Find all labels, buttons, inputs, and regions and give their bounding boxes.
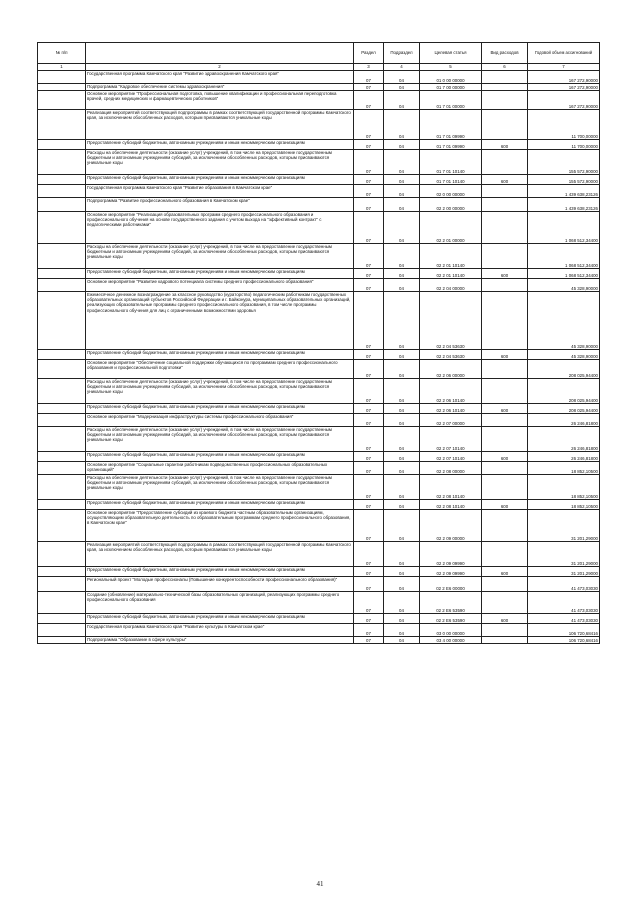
row-amount: 31 201,29000 — [528, 542, 600, 567]
row-podrazdel: 04 — [384, 624, 420, 637]
row-amount: 26 246,81800 — [528, 452, 600, 462]
row-amount: 106 720,68416 — [528, 624, 600, 637]
row-podrazdel: 04 — [384, 84, 420, 91]
row-num — [38, 624, 86, 637]
row-name: Предоставление субсидий бюджетным, автономным учреждениям и иным некоммерческим организациям — [86, 500, 354, 510]
row-vr — [482, 379, 528, 404]
row-amount: 11 700,00000 — [528, 140, 600, 150]
row-razdel: 07 — [354, 462, 384, 475]
row-podrazdel: 04 — [384, 292, 420, 350]
row-amount: 18 852,10500 — [528, 462, 600, 475]
row-podrazdel: 04 — [384, 592, 420, 614]
row-csr: 03 0 00 00000 — [420, 624, 482, 637]
table-row — [38, 452, 600, 462]
table-row — [38, 475, 600, 500]
table-row — [38, 292, 600, 350]
row-name: Предоставление субсидий бюджетным, автономным учреждениям и иным некоммерческим организациям — [86, 350, 354, 360]
row-razdel: 07 — [354, 360, 384, 379]
row-num — [38, 71, 86, 84]
row-csr: 02 2 01 00000 — [420, 212, 482, 244]
row-name: Реализация мероприятий соответствующей подпрограммы в рамках соответствующей государственной программы Камчатского края, за исключением обособленных расходов, которым присваиваются уникальные коды — [86, 110, 354, 140]
row-amount: 41 473,03030 — [528, 577, 600, 592]
col-number: 7 — [528, 64, 600, 71]
row-vr: 600 — [482, 567, 528, 577]
row-name: Расходы на обеспечение деятельности (оказание услуг) учреждений, в том числе на предоставление государственным бюджетным и автономным учреждениям субсидий, за исключением обособленных расходов, которым присваиваются уникальные коды — [86, 475, 354, 500]
row-podrazdel: 04 — [384, 212, 420, 244]
row-name: Расходы на обеспечение деятельности (оказание услуг) учреждений, в том числе на предоставление государственным бюджетным и автономным учреждениям субсидий, за исключением обособленных расходов, которым присваиваются уникальные коды — [86, 244, 354, 269]
col-number: 6 — [482, 64, 528, 71]
row-podrazdel: 04 — [384, 542, 420, 567]
row-podrazdel: 04 — [384, 244, 420, 269]
row-amount: 1 068 512,34400 — [528, 244, 600, 269]
col-number: 1 — [38, 64, 86, 71]
row-podrazdel: 04 — [384, 140, 420, 150]
row-razdel: 07 — [354, 175, 384, 185]
row-vr — [482, 462, 528, 475]
row-razdel: 07 — [354, 624, 384, 637]
row-podrazdel: 04 — [384, 614, 420, 624]
row-num — [38, 637, 86, 644]
row-razdel: 07 — [354, 577, 384, 592]
column-number-row — [38, 64, 600, 71]
row-razdel: 07 — [354, 185, 384, 198]
row-amount: 45 328,90000 — [528, 292, 600, 350]
row-num — [38, 350, 86, 360]
row-vr — [482, 542, 528, 567]
row-name: Предоставление субсидий бюджетным, автономным учреждениям и иным некоммерческим организациям — [86, 269, 354, 279]
row-vr — [482, 292, 528, 350]
page-number: 41 — [316, 880, 324, 888]
row-podrazdel: 04 — [384, 637, 420, 644]
row-name: Основное мероприятие "Предоставление субсидий из краевого бюджета частным образовательным организациям, осуществляющим образовательную деятельность по образовательным программам среднего профессионального образования, в Камчатском крае" — [86, 510, 354, 542]
row-csr: 02 2 07 10140 — [420, 452, 482, 462]
table-row — [38, 414, 600, 427]
row-podrazdel: 04 — [384, 71, 420, 84]
row-amount: 167 272,90000 — [528, 84, 600, 91]
row-razdel: 07 — [354, 404, 384, 414]
table-row — [38, 404, 600, 414]
header-amount: Годовой объем ассигнований — [528, 43, 600, 64]
row-razdel: 07 — [354, 614, 384, 624]
row-vr — [482, 414, 528, 427]
row-name: Подпрограмма "Образование в сфере культуры" — [86, 637, 354, 644]
row-razdel: 07 — [354, 510, 384, 542]
row-csr: 02 2 09 09990 — [420, 567, 482, 577]
row-name: Основное мероприятие "Модернизация инфраструктуры системы профессионального образования" — [86, 414, 354, 427]
row-num — [38, 475, 86, 500]
row-razdel: 07 — [354, 292, 384, 350]
row-name: Ежемесячное денежное вознаграждение за классное руководство (кураторство) педагогическим работникам государственных образовательных организаций субъектов Российской Федерации и г. Байконура, муниципальных образовательных организаций, реализующих образовательные программы среднего профессионального образования, в том числе программы профессионального обучения для лиц с ограниченными возможностями здоровья — [86, 292, 354, 350]
row-name: Предоставление субсидий бюджетным, автономным учреждениям и иным некоммерческим организациям — [86, 567, 354, 577]
row-csr: 01 7 01 10140 — [420, 150, 482, 175]
table-row — [38, 637, 600, 644]
row-podrazdel: 04 — [384, 577, 420, 592]
row-podrazdel: 04 — [384, 567, 420, 577]
row-csr: 02 0 00 00000 — [420, 185, 482, 198]
row-num — [38, 500, 86, 510]
table-row — [38, 624, 600, 637]
table-row — [38, 140, 600, 150]
header-csr: Целевая статья — [420, 43, 482, 64]
table-header — [38, 43, 600, 71]
row-podrazdel: 04 — [384, 500, 420, 510]
row-podrazdel: 04 — [384, 404, 420, 414]
row-razdel: 07 — [354, 110, 384, 140]
header-row — [38, 43, 600, 64]
row-vr — [482, 212, 528, 244]
row-num — [38, 175, 86, 185]
row-podrazdel: 04 — [384, 110, 420, 140]
row-name: Государственная программа Камчатского края "Развитие культуры в Камчатском крае" — [86, 624, 354, 637]
row-vr — [482, 91, 528, 110]
row-name: Расходы на обеспечение деятельности (оказание услуг) учреждений, в том числе на предоставление государственным бюджетным и автономным учреждениям субсидий, за исключением обособленных расходов, которым присваиваются уникальные коды — [86, 150, 354, 175]
row-num — [38, 592, 86, 614]
row-csr: 02 2 08 00000 — [420, 462, 482, 475]
row-csr: 01 0 00 00000 — [420, 71, 482, 84]
row-name: Расходы на обеспечение деятельности (оказание услуг) учреждений, в том числе на предоставление государственным бюджетным и автономным учреждениям субсидий, за исключением обособленных расходов, которым присваиваются уникальные коды — [86, 427, 354, 452]
table-row — [38, 577, 600, 592]
table-row — [38, 542, 600, 567]
row-num — [38, 84, 86, 91]
row-csr: 01 7 01 10140 — [420, 175, 482, 185]
row-csr: 01 7 01 09990 — [420, 110, 482, 140]
row-razdel: 07 — [354, 91, 384, 110]
row-name: Основное мероприятие "Профессиональная подготовка, повышение квалификации и профессиональная переподготовка врачей, средних медицинских и фармацевтических работников" — [86, 91, 354, 110]
row-name: Предоставление субсидий бюджетным, автономным учреждениям и иным некоммерческим организациям — [86, 404, 354, 414]
row-name: Основное мероприятие "Реализация образовательных программ среднего профессионального образования и профессионального обучения на основе государственного задания с учетом выхода на "эффективный контракт" с педагогическими работниками" — [86, 212, 354, 244]
budget-table — [37, 42, 600, 644]
row-amount: 1 068 512,34400 — [528, 212, 600, 244]
table-row — [38, 567, 600, 577]
row-amount: 11 700,00000 — [528, 110, 600, 140]
row-podrazdel: 04 — [384, 279, 420, 292]
row-podrazdel: 04 — [384, 198, 420, 212]
row-vr: 600 — [482, 404, 528, 414]
row-csr: 02 2 06 00000 — [420, 360, 482, 379]
row-amount: 208 025,94400 — [528, 360, 600, 379]
table-row — [38, 150, 600, 175]
row-amount: 208 025,94400 — [528, 379, 600, 404]
row-razdel: 07 — [354, 542, 384, 567]
row-amount: 18 852,10500 — [528, 500, 600, 510]
row-vr — [482, 110, 528, 140]
row-razdel: 07 — [354, 379, 384, 404]
row-csr: 02 2 04 53630 — [420, 350, 482, 360]
row-csr: 01 7 00 00000 — [420, 84, 482, 91]
row-num — [38, 427, 86, 452]
row-csr: 02 2 04 00000 — [420, 279, 482, 292]
table-row — [38, 379, 600, 404]
table-row — [38, 427, 600, 452]
row-name: Создание (обновление) материально-технической базы образовательных организаций, реализующих программы среднего профессионального образования — [86, 592, 354, 614]
row-name: Предоставление субсидий бюджетным, автономным учреждениям и иным некоммерческим организациям — [86, 140, 354, 150]
row-name: Предоставление субсидий бюджетным, автономным учреждениям и иным некоммерческим организациям — [86, 175, 354, 185]
row-num — [38, 279, 86, 292]
row-csr: 02 2 E6 00000 — [420, 577, 482, 592]
row-razdel: 07 — [354, 84, 384, 91]
row-num — [38, 110, 86, 140]
row-name: Государственная программа Камчатского края "Развитие здравоохранения Камчатского края" — [86, 71, 354, 84]
row-vr: 600 — [482, 614, 528, 624]
col-number: 3 — [354, 64, 384, 71]
row-razdel: 07 — [354, 452, 384, 462]
row-vr — [482, 637, 528, 644]
row-name: Подпрограмма "Развитие профессионального образования в Камчатском крае" — [86, 198, 354, 212]
row-razdel: 07 — [354, 279, 384, 292]
row-num — [38, 614, 86, 624]
row-amount: 167 272,90000 — [528, 91, 600, 110]
row-num — [38, 244, 86, 269]
table-row — [38, 510, 600, 542]
row-csr: 02 2 06 10140 — [420, 379, 482, 404]
row-num — [38, 292, 86, 350]
row-vr — [482, 71, 528, 84]
row-amount: 1 439 638,23126 — [528, 198, 600, 212]
table-row — [38, 91, 600, 110]
row-amount: 1 439 638,23126 — [528, 185, 600, 198]
row-amount: 1 068 512,34400 — [528, 269, 600, 279]
row-vr — [482, 150, 528, 175]
row-num — [38, 452, 86, 462]
row-name: Основное мероприятие "Развитие кадрового потенциала системы среднего профессионального образования" — [86, 279, 354, 292]
row-csr: 02 2 E6 53590 — [420, 614, 482, 624]
row-name: Расходы на обеспечение деятельности (оказание услуг) учреждений, в том числе на предоставление государственным бюджетным и автономным учреждениям субсидий, за исключением обособленных расходов, которым присваиваются уникальные коды — [86, 379, 354, 404]
row-amount: 41 473,03030 — [528, 592, 600, 614]
row-podrazdel: 04 — [384, 414, 420, 427]
row-razdel: 07 — [354, 637, 384, 644]
table-body — [38, 71, 600, 644]
row-razdel: 07 — [354, 212, 384, 244]
row-vr — [482, 244, 528, 269]
row-podrazdel: 04 — [384, 185, 420, 198]
table-row — [38, 175, 600, 185]
col-number: 4 — [384, 64, 420, 71]
row-name: Предоставление субсидий бюджетным, автономным учреждениям и иным некоммерческим организациям — [86, 452, 354, 462]
row-vr: 600 — [482, 350, 528, 360]
row-csr: 01 7 01 09990 — [420, 140, 482, 150]
row-name: Региональный проект "Молодые профессионалы (Повышение конкурентоспособности профессионального образования)" — [86, 577, 354, 592]
row-vr — [482, 279, 528, 292]
row-razdel: 07 — [354, 567, 384, 577]
row-vr — [482, 360, 528, 379]
table-row — [38, 269, 600, 279]
row-razdel: 07 — [354, 269, 384, 279]
row-num — [38, 150, 86, 175]
row-csr: 02 2 01 10140 — [420, 269, 482, 279]
row-csr: 02 2 E6 53590 — [420, 592, 482, 614]
table-row — [38, 185, 600, 198]
row-podrazdel: 04 — [384, 175, 420, 185]
header-num: № п/п — [38, 43, 86, 64]
row-razdel: 07 — [354, 350, 384, 360]
row-num — [38, 198, 86, 212]
table-row — [38, 212, 600, 244]
table-row — [38, 279, 600, 292]
row-num — [38, 577, 86, 592]
row-vr — [482, 427, 528, 452]
header-podrazdel: Подраздел — [384, 43, 420, 64]
row-razdel: 07 — [354, 500, 384, 510]
row-amount: 41 473,03030 — [528, 614, 600, 624]
row-num — [38, 91, 86, 110]
row-vr — [482, 185, 528, 198]
row-podrazdel: 04 — [384, 360, 420, 379]
row-num — [38, 379, 86, 404]
table-row — [38, 462, 600, 475]
row-vr: 600 — [482, 500, 528, 510]
table-row — [38, 110, 600, 140]
row-num — [38, 414, 86, 427]
row-num — [38, 404, 86, 414]
row-amount: 106 720,68416 — [528, 637, 600, 644]
table-row — [38, 614, 600, 624]
row-vr — [482, 592, 528, 614]
row-csr: 02 2 01 10140 — [420, 244, 482, 269]
row-razdel: 07 — [354, 150, 384, 175]
row-razdel: 07 — [354, 592, 384, 614]
row-podrazdel: 04 — [384, 150, 420, 175]
row-vr: 600 — [482, 140, 528, 150]
row-amount: 45 328,90000 — [528, 279, 600, 292]
row-vr: 600 — [482, 452, 528, 462]
table-row — [38, 198, 600, 212]
row-vr: 600 — [482, 269, 528, 279]
header-name — [86, 43, 354, 64]
row-vr — [482, 84, 528, 91]
row-vr — [482, 510, 528, 542]
row-razdel: 07 — [354, 427, 384, 452]
row-num — [38, 185, 86, 198]
row-amount: 155 572,90000 — [528, 175, 600, 185]
row-name: Предоставление субсидий бюджетным, автономным учреждениям и иным некоммерческим организациям — [86, 614, 354, 624]
row-vr — [482, 198, 528, 212]
row-num — [38, 567, 86, 577]
row-razdel: 07 — [354, 414, 384, 427]
row-csr: 02 2 09 00000 — [420, 510, 482, 542]
row-csr: 01 7 01 00000 — [420, 91, 482, 110]
row-csr: 03 4 00 00000 — [420, 637, 482, 644]
table-row — [38, 592, 600, 614]
row-csr: 02 2 04 53630 — [420, 292, 482, 350]
col-number: 5 — [420, 64, 482, 71]
row-podrazdel: 04 — [384, 350, 420, 360]
row-name: Реализация мероприятий соответствующей подпрограммы в рамках соответствующей государственной программы Камчатского края, за исключением обособленных расходов, которым присваиваются уникальные коды — [86, 542, 354, 567]
row-amount: 26 246,81800 — [528, 414, 600, 427]
row-vr — [482, 624, 528, 637]
row-csr: 02 2 08 10140 — [420, 500, 482, 510]
table-row — [38, 244, 600, 269]
row-name: Основное мероприятие "Социальные гарантии работникам подведомственных профессиональных образовательных организаций" — [86, 462, 354, 475]
row-num — [38, 212, 86, 244]
row-amount: 31 201,29000 — [528, 567, 600, 577]
row-razdel: 07 — [354, 475, 384, 500]
row-amount: 45 328,90000 — [528, 350, 600, 360]
row-podrazdel: 04 — [384, 91, 420, 110]
row-razdel: 07 — [354, 140, 384, 150]
row-amount: 167 272,90000 — [528, 71, 600, 84]
row-razdel: 07 — [354, 71, 384, 84]
table-row — [38, 84, 600, 91]
header-vr: Вид расходов — [482, 43, 528, 64]
row-num — [38, 140, 86, 150]
col-number: 2 — [86, 64, 354, 71]
row-vr — [482, 577, 528, 592]
row-podrazdel: 04 — [384, 475, 420, 500]
row-amount: 208 025,94400 — [528, 404, 600, 414]
row-csr: 02 2 07 10140 — [420, 427, 482, 452]
row-amount: 26 246,81800 — [528, 427, 600, 452]
row-csr: 02 2 07 00000 — [420, 414, 482, 427]
table-row — [38, 500, 600, 510]
row-csr: 02 2 06 10140 — [420, 404, 482, 414]
row-podrazdel: 04 — [384, 427, 420, 452]
row-amount: 155 572,90000 — [528, 150, 600, 175]
row-podrazdel: 04 — [384, 269, 420, 279]
row-num — [38, 510, 86, 542]
row-csr: 02 2 00 00000 — [420, 198, 482, 212]
row-num — [38, 360, 86, 379]
table-row — [38, 360, 600, 379]
header-razdel: Раздел — [354, 43, 384, 64]
row-amount: 18 852,10500 — [528, 475, 600, 500]
row-podrazdel: 04 — [384, 379, 420, 404]
row-num — [38, 269, 86, 279]
row-podrazdel: 04 — [384, 452, 420, 462]
row-num — [38, 542, 86, 567]
row-razdel: 07 — [354, 198, 384, 212]
table-row — [38, 71, 600, 84]
row-name: Основное мероприятие "Обеспечение социальной поддержки обучающихся по программам среднего профессионального образования и профессиональной подготовки" — [86, 360, 354, 379]
row-name: Государственная программа Камчатского края "Развитие образования в Камчатском крае" — [86, 185, 354, 198]
row-razdel: 07 — [354, 244, 384, 269]
row-num — [38, 462, 86, 475]
row-amount: 31 201,29000 — [528, 510, 600, 542]
row-csr: 02 2 08 10140 — [420, 475, 482, 500]
row-vr: 600 — [482, 175, 528, 185]
row-podrazdel: 04 — [384, 462, 420, 475]
row-podrazdel: 04 — [384, 510, 420, 542]
table-row — [38, 350, 600, 360]
row-vr — [482, 475, 528, 500]
row-name: Подпрограмма "Кадровое обеспечение системы здравоохранения" — [86, 84, 354, 91]
row-csr: 02 2 09 09990 — [420, 542, 482, 567]
